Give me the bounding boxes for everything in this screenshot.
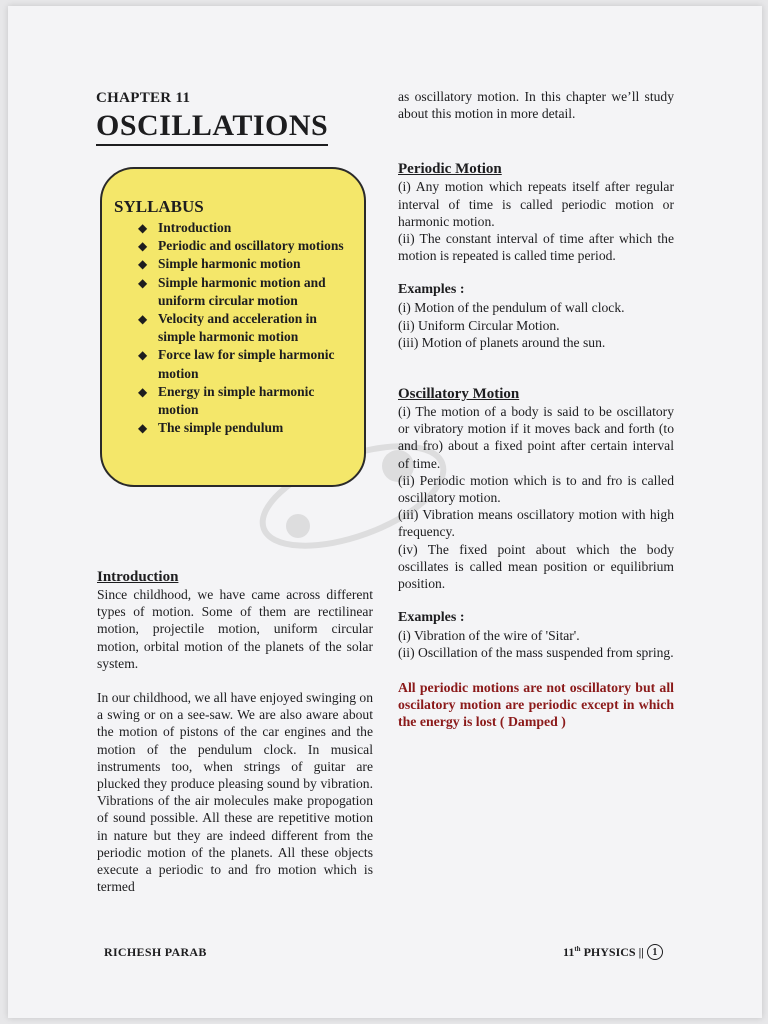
syllabus-list xyxy=(114,219,352,437)
footer-author: RICHESH PARAB xyxy=(104,945,207,959)
oscillatory-point-4: (iv) The fixed point about which the body oscillates is called mean position or equilibrium position. xyxy=(398,541,674,592)
oscillatory-motion-heading: Oscillatory Motion xyxy=(398,386,520,403)
periodic-point-2: (ii) The constant interval of time after which the motion is repeated is called time period. xyxy=(398,231,674,264)
footer-subject: PHYSICS || xyxy=(583,944,644,959)
oscillatory-point-1: (i) The motion of a body is said to be oscillatory or vibratory motion if it moves back and forth (to and fro) about a fixed point after certain interval of time. xyxy=(398,404,674,471)
periodic-motion-heading: Periodic Motion xyxy=(398,161,502,178)
periodic-examples-heading: Examples : xyxy=(398,282,465,298)
introduction-heading: Introduction xyxy=(97,569,179,585)
periodic-example-1: (i) Motion of the pendulum of wall clock. xyxy=(398,300,625,316)
chapter-title: OSCILLATIONS xyxy=(96,109,328,146)
periodic-example-3: (iii) Motion of planets around the sun. xyxy=(398,334,606,350)
list-item: ◆ Velocity and acceleration in simple harmonic motion xyxy=(138,311,317,345)
introduction-continuation: as oscillatory motion. In this chapter we’ll study about this motion in more detail. xyxy=(398,89,674,122)
oscillatory-point-3: (iii) Vibration means oscillatory motion with high frequency. xyxy=(398,507,674,540)
syllabus-box xyxy=(100,167,366,487)
list-item: ◆ Force law for simple harmonic motion xyxy=(138,347,335,381)
right-column xyxy=(398,88,674,730)
list-item: ◆ Introduction xyxy=(138,219,352,237)
note-callout: All periodic motions are not oscillatory but all oscilatory motion are periodic except in which the energy is lost ( Damped ) xyxy=(398,679,674,730)
diamond-bullet-icon: ◆ xyxy=(138,221,148,235)
syllabus-title: SYLLABUS xyxy=(114,197,204,216)
list-item: ◆ Simple harmonic motion and uniform circular motion xyxy=(138,274,326,308)
oscillatory-examples-heading: Examples : xyxy=(398,610,465,626)
page-number: 1 xyxy=(647,944,663,960)
diamond-bullet-icon: ◆ xyxy=(138,421,148,436)
footer-class: 11th xyxy=(563,944,581,959)
oscillatory-point-2: (ii) Periodic motion which is to and fro is called oscillatory motion. xyxy=(398,472,674,506)
introduction-para-1: Since childhood, we have came across different types of motion. Some of them are rectilinear motion, projectile motion, uniform circular motion, orbital motion of the planets of the solar system. xyxy=(97,587,373,671)
diamond-bullet-icon: ◆ xyxy=(138,348,148,363)
diamond-bullet-icon: ◆ xyxy=(138,257,148,272)
diamond-bullet-icon: ◆ xyxy=(138,275,148,290)
chapter-label: CHAPTER 11 xyxy=(96,90,191,106)
chapter-header xyxy=(96,90,374,146)
list-item: ◆ Energy in simple harmonic motion xyxy=(138,383,315,418)
periodic-point-1: (i) Any motion which repeats itself after regular interval of time is called periodic motion or harmonic motion. xyxy=(398,179,674,229)
introduction-section xyxy=(97,568,373,895)
diamond-bullet-icon: ◆ xyxy=(138,239,148,254)
periodic-example-2: (ii) Uniform Circular Motion. xyxy=(398,317,560,333)
list-item: ◆ Periodic and oscillatory motions xyxy=(138,237,352,255)
diamond-bullet-icon: ◆ xyxy=(138,384,148,399)
list-item: ◆ The simple pendulum xyxy=(138,419,352,437)
diamond-bullet-icon: ◆ xyxy=(138,312,148,327)
introduction-para-2: In our childhood, we all have enjoyed swinging on a swing or on a see-saw. We are also aware about the motion of pistons of the car engines and the motion of the pendulum clock. In musical instruments too, when strings of guitar are plucked they produce pleasing sound by vibration. Vibrations of the air molecules make propogation of sound possible. All these are repetitive motion in nature but they are indeed different from the periodic motion of the planets. All these objects execute a periodic to and fro motion which is termed xyxy=(97,690,373,895)
oscillatory-example-1: (i) Vibration of the wire of 'Sitar'. xyxy=(398,628,580,644)
list-item: ◆ Simple harmonic motion xyxy=(138,255,352,273)
footer-page-info xyxy=(563,944,663,960)
oscillatory-example-2: (ii) Oscillation of the mass suspended from spring. xyxy=(398,645,674,661)
